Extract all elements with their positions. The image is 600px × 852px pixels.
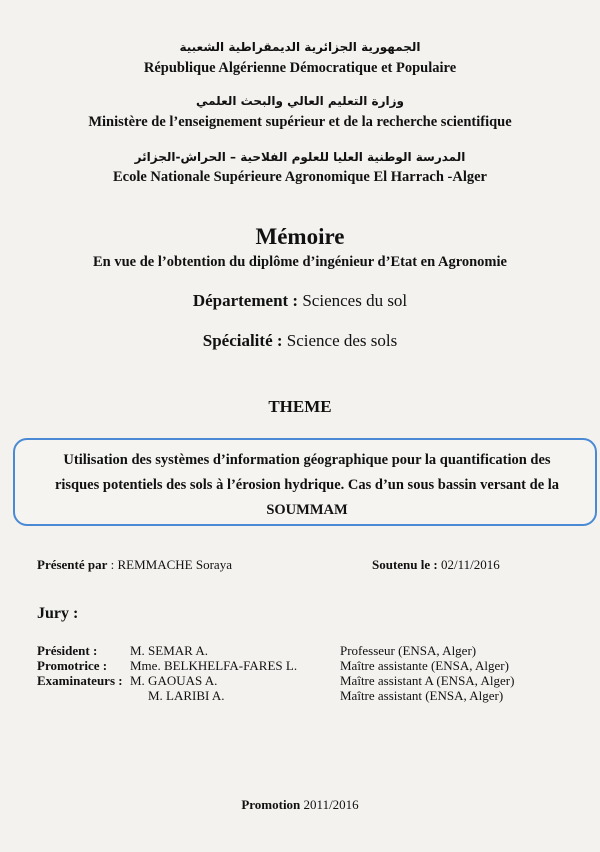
department-value: Sciences du sol	[298, 291, 408, 310]
defended-on	[372, 557, 500, 573]
theme-line-1: Utilisation des systèmes d’information géographique pour la quantification des	[63, 452, 551, 468]
diploma-subtitle: En vue de l’obtention du diplôme d’ingénieur d’Etat en Agronomie	[93, 254, 507, 270]
department-line	[0, 291, 600, 311]
promotion-value: 2011/2016	[300, 797, 359, 812]
theme-box	[13, 438, 597, 526]
promotion-label: Promotion	[241, 797, 301, 812]
defended-label: Soutenu le :	[372, 557, 438, 572]
presented-label: Présenté par	[37, 557, 108, 572]
jury-name: M. SEMAR A.	[130, 643, 209, 658]
speciality-line	[0, 331, 600, 351]
presented-by	[37, 557, 232, 573]
jury-name: Mme. BELKHELFA-FARES L.	[130, 658, 298, 673]
jury-position: Maître assistant A (ENSA, Alger)	[340, 673, 515, 688]
defended-value: 02/11/2016	[437, 557, 500, 572]
jury-name: M. LARIBI A.	[148, 688, 225, 703]
promotion-line	[0, 797, 600, 813]
ministry-title: Ministère de l’enseignement supérieur et de la recherche scientifique	[88, 114, 512, 130]
arabic-school-title: المدرسة الوطنية العليا للعلوم الفلاحية – الحراش-الجزائر	[134, 150, 466, 164]
arabic-ministry-title: وزارة التعليم العالي والبحث العلمي	[195, 94, 405, 108]
theme-line-2: risques potentiels des sols à l’érosion hydrique. Cas d’un sous bassin versant de la	[54, 477, 560, 493]
presented-value: : REMMACHE Soraya	[107, 557, 232, 572]
department-label: Département :	[192, 291, 299, 310]
theme-line-3: SOUMMAM	[266, 502, 348, 518]
jury-heading: Jury :	[37, 605, 79, 622]
jury-position: Maître assistante (ENSA, Alger)	[340, 658, 509, 673]
jury-role: Président :	[37, 643, 98, 658]
school-title: Ecole Nationale Supérieure Agronomique El Harrach -Alger	[112, 169, 487, 185]
speciality-label: Spécialité :	[202, 331, 283, 350]
theme-heading: THEME	[268, 397, 332, 416]
memoire-title: Mémoire	[255, 224, 345, 249]
republic-title: République Algérienne Démocratique et Populaire	[143, 60, 457, 76]
arabic-republic-title: الجمهورية الجزائرية الديمقراطية الشعبية	[179, 40, 421, 54]
jury-position: Professeur (ENSA, Alger)	[340, 643, 477, 658]
jury-position: Maître assistant (ENSA, Alger)	[340, 688, 504, 703]
jury-role: Examinateurs :	[37, 673, 123, 688]
jury-role: Promotrice :	[37, 658, 108, 673]
jury-name: M. GAOUAS A.	[130, 673, 218, 688]
speciality-value: Science des sols	[282, 331, 398, 350]
